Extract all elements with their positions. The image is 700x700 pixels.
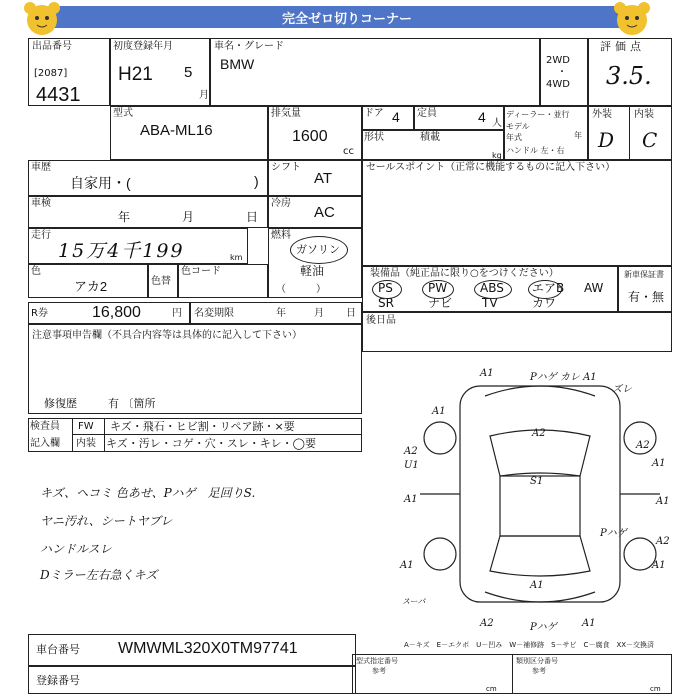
doors-label: ドア <box>364 108 384 119</box>
damage-mark: Pハゲ <box>530 622 557 633</box>
fw-label: FW <box>78 421 94 432</box>
damage-mark: A1 <box>652 560 666 571</box>
displacement-value: 1600 <box>292 128 328 145</box>
damage-mark: スーパ <box>402 597 426 606</box>
mileage-unit: km <box>230 253 243 262</box>
lot-number: 4431 <box>36 84 81 106</box>
history-value: 自家用・( <box>70 175 131 191</box>
damage-mark: S1 <box>530 476 544 487</box>
comment-line: ハンドルスレ <box>40 542 112 556</box>
recycle-unit: 円 <box>172 308 182 319</box>
capacity-unit: 人 <box>492 118 502 129</box>
class-cm: cm <box>650 685 661 693</box>
chassis-value: WMWML320X0TM97741 <box>118 640 298 657</box>
color-label: 色 <box>31 266 41 277</box>
recycle-label: R券 <box>31 308 48 319</box>
fuel-gas: ガソリン <box>296 243 340 256</box>
inspection-label: 車検 <box>31 198 51 209</box>
header-title: 完全ゼロ切りコーナー <box>281 12 412 27</box>
model-year-unit: 年 <box>574 131 582 140</box>
equip-airbag: エアB <box>532 281 565 295</box>
form-ref: 参考 <box>372 667 386 675</box>
equip-sr: SR <box>378 296 394 310</box>
inspector-col-line2 <box>104 418 105 452</box>
form-number-label: 型式指定番号 <box>356 657 398 665</box>
model-value: ABA-ML16 <box>140 122 213 139</box>
shape-label: 形状 <box>364 132 384 143</box>
aircon-label: 冷房 <box>271 198 291 209</box>
damage-mark: A2 <box>636 440 650 451</box>
after-parts-label: 後日品 <box>366 315 396 326</box>
cargo-unit: kg <box>492 151 502 160</box>
capacity-value: 4 <box>478 109 486 125</box>
history-box <box>28 160 268 196</box>
damage-mark: Pハゲ カレ A1 <box>530 372 597 383</box>
inspector-label: 検査員 <box>30 421 60 432</box>
lot-label: 出品番号 <box>32 41 72 52</box>
class-ref: 参考 <box>532 667 546 675</box>
fuel-diesel: 軽油 <box>300 264 325 278</box>
damage-mark: A1 <box>480 368 494 379</box>
after-parts-box <box>362 312 672 352</box>
model-year-label: モデル年式 <box>506 122 530 142</box>
model-label: 型式 <box>113 108 133 119</box>
damage-legend: A－キズ E－エクボ U－凹み W－補修跡 S－サビ C－腐食 XX－交換済 <box>404 641 655 649</box>
color-value: アカ2 <box>74 279 108 294</box>
damage-mark: A2 <box>480 618 494 629</box>
fuel-circle <box>290 236 348 264</box>
equip-pw: PW <box>428 281 448 295</box>
damage-mark: A1 <box>400 560 414 571</box>
damage-mark: A2 <box>656 536 670 547</box>
handle-label: ハンドル 左・右 <box>506 146 565 155</box>
damage-mark: A1 <box>432 406 446 417</box>
interior-line: キズ・汚レ・コゲ・穴・スレ・キレ・◯要 <box>106 437 316 450</box>
displacement-unit: cc <box>343 146 354 157</box>
damage-mark: ズレ <box>612 384 632 395</box>
damage-mark: A1 <box>404 494 418 505</box>
exterior-label: 外装 <box>592 109 612 120</box>
exterior-line: キズ・飛石・ヒビ割・リペア跡・×要 <box>110 420 295 433</box>
entry-label: 記入欄 <box>30 438 60 449</box>
equip-leather: カワ <box>532 296 557 310</box>
reg-expiry-label: 名変期限 <box>194 308 234 319</box>
comment-line: Dミラー左右急くキズ <box>40 568 158 582</box>
shift-label: シフト <box>271 162 301 173</box>
color-change-label: 色替 <box>151 276 171 287</box>
car-name: BMW <box>220 56 255 72</box>
repair-label: 修復歴 <box>44 397 77 410</box>
plate-label: 登録番号 <box>36 674 80 687</box>
damage-mark: A2 <box>532 428 546 439</box>
fuel-other: （ ） <box>276 284 326 295</box>
repair-value: 有 〔箇所 <box>108 397 156 410</box>
score-label: 評価点 <box>600 40 645 53</box>
reg-expiry-day: 日 <box>346 308 356 319</box>
equip-circle-ps <box>372 280 402 299</box>
mileage-value: 15万4千199 <box>58 240 185 262</box>
history-label: 車歴 <box>31 162 51 173</box>
damage-mark: Pハゲ <box>600 528 627 539</box>
grades-divider <box>629 106 630 160</box>
notes-label: 注意事項申告欄（不具合内容等は具体的に記入して下さい） <box>32 330 302 341</box>
damage-mark: A1 <box>582 618 596 629</box>
mileage-label: 走行 <box>31 230 51 241</box>
exterior-grade: D <box>598 128 615 152</box>
interior-grade: C <box>642 128 658 152</box>
chassis-label: 車台番号 <box>36 643 80 656</box>
warranty-value: 有・無 <box>628 290 665 304</box>
reg-month-unit: 月 <box>199 90 209 101</box>
damage-mark: A1 <box>652 458 666 469</box>
reg-expiry-month: 月 <box>314 308 324 319</box>
inspection-box <box>28 196 268 228</box>
inspector-col-line <box>72 418 73 452</box>
score-value: 3.5. <box>606 62 652 90</box>
equip-navi: ナビ <box>428 296 453 310</box>
inspector-row-line <box>72 434 362 435</box>
mascot-icon <box>20 0 64 40</box>
reg-month: 5 <box>184 64 193 81</box>
equip-aw: AW <box>584 281 604 295</box>
equip-abs: ABS <box>480 281 504 295</box>
inspection-year: 年 <box>118 210 131 224</box>
doors-value: 4 <box>392 109 400 125</box>
damage-mark: U1 <box>404 460 419 471</box>
interior-label: 内装 <box>634 109 654 120</box>
sales-label: セールスポイント（正常に機能するものに記入下さい） <box>366 162 616 173</box>
sales-box <box>362 160 672 266</box>
capacity-label: 定員 <box>417 108 437 119</box>
drive-dot: ・ <box>557 67 567 78</box>
cargo-label: 積載 <box>420 132 440 143</box>
lot-code: [2087] <box>34 68 68 79</box>
car-label: 車名・グレード <box>214 41 284 52</box>
damage-mark: A2 <box>404 446 418 457</box>
damage-mark: A1 <box>530 580 544 591</box>
equip-circle-abs <box>474 280 512 299</box>
equip-tv: TV <box>482 296 498 310</box>
warranty-label: 新車保証書 <box>624 270 664 279</box>
mascot-icon <box>610 0 654 40</box>
reg-label: 初度登録年月 <box>113 41 173 52</box>
drive-4wd: 4WD <box>546 79 570 90</box>
color-code-label: 色コード <box>181 266 221 277</box>
equip-circle-pw <box>422 280 454 299</box>
dealer-label: ディーラー・並行 <box>506 110 570 119</box>
comment-line: キズ、ヘコミ 色あせ、Pハゲ 足回りS. <box>40 486 256 500</box>
history-close: ) <box>254 173 259 189</box>
reg-era-year: H21 <box>118 64 153 85</box>
inspection-month: 月 <box>182 210 195 224</box>
inspection-day: 日 <box>246 210 259 224</box>
displacement-label: 排気量 <box>271 108 301 119</box>
drive-2wd: 2WD <box>546 55 570 66</box>
damage-mark: A1 <box>656 496 670 507</box>
aircon-value: AC <box>314 204 335 221</box>
recycle-value: 16,800 <box>92 304 141 321</box>
reg-expiry-year: 年 <box>276 308 286 319</box>
equip-circle-airbag <box>528 280 565 299</box>
interior-inspection-label: 内装 <box>76 438 96 449</box>
spec-divider <box>512 654 513 694</box>
form-cm: cm <box>486 685 497 693</box>
fuel-label: 燃料 <box>271 230 291 241</box>
comment-line: ヤニ汚れ、シートヤブレ <box>40 514 173 528</box>
equip-ps: PS <box>378 281 393 295</box>
shift-value: AT <box>314 170 333 187</box>
equipment-label: 装備品（純正品に限り○をつけください） <box>370 268 559 279</box>
class-number-label: 類別区分番号 <box>516 657 558 665</box>
